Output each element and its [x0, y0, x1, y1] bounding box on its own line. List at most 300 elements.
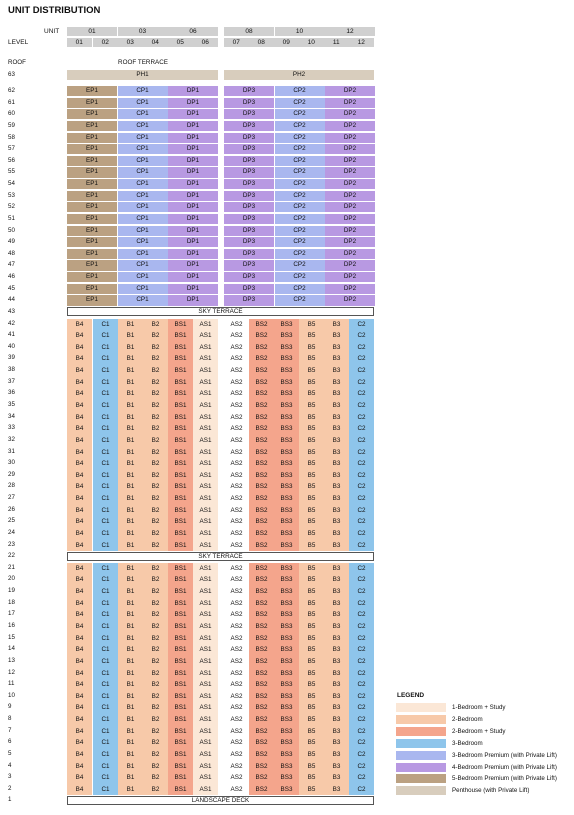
- unit-cell: BS2: [249, 470, 274, 482]
- unit-cell: CP1: [118, 260, 168, 270]
- unit-cell: DP1: [168, 284, 218, 294]
- level-label: 48: [8, 249, 15, 257]
- unit-cell: BS3: [274, 540, 299, 552]
- unit-cell: DP3: [224, 295, 274, 305]
- unit-cell: BS3: [274, 493, 299, 505]
- unit-cell: B2: [143, 470, 168, 482]
- unit-cell: B5: [299, 633, 324, 645]
- unit-cell: BS1: [168, 749, 193, 761]
- unit-cell: DP3: [224, 121, 274, 131]
- unit-cell: C2: [349, 365, 374, 377]
- unit-cell: EP1: [67, 237, 117, 247]
- legend-label: Penthouse (with Private Lift): [452, 787, 530, 795]
- unit-cell: C1: [93, 458, 118, 470]
- unit-cell: BS2: [249, 388, 274, 400]
- unit-cell: C1: [93, 435, 118, 447]
- unit-cell: C1: [93, 342, 118, 354]
- unit-cell: BS3: [274, 423, 299, 435]
- unit-cell: B5: [299, 679, 324, 691]
- unit-cell: CP2: [275, 295, 325, 305]
- unit-cell: AS2: [224, 691, 249, 703]
- unit-cell: AS1: [193, 621, 218, 633]
- level-label: 1: [8, 796, 12, 804]
- unit-cell: AS2: [224, 586, 249, 598]
- unit-cell: DP1: [168, 191, 218, 201]
- level-label: 24: [8, 528, 15, 536]
- unit-cell: B5: [299, 505, 324, 517]
- level-label: 35: [8, 401, 15, 408]
- unit-cell: B1: [118, 400, 143, 412]
- unit-cell: DP1: [168, 133, 218, 143]
- unit-cell: CP1: [118, 144, 168, 154]
- unit-cell: BS3: [274, 330, 299, 342]
- unit-cell: B4: [67, 342, 92, 354]
- unit-cell: BS2: [249, 481, 274, 493]
- unit-cell: BS2: [249, 447, 274, 459]
- unit-cell: DP1: [168, 98, 218, 108]
- unit-cell: AS1: [193, 516, 218, 528]
- unit-cell: CP1: [118, 98, 168, 108]
- unit-cell: BS3: [274, 505, 299, 517]
- level-label: 10: [8, 691, 15, 699]
- unit-cell: BS1: [168, 528, 193, 540]
- unit-cell: B1: [118, 772, 143, 784]
- unit-cell: B2: [143, 726, 168, 738]
- level-label: 30: [8, 459, 15, 467]
- unit-cell: C2: [349, 563, 374, 575]
- level-label: 23: [8, 540, 15, 548]
- unit-cell: CP2: [275, 226, 325, 236]
- legend-label: 3-Bedroom Premium (with Private Lift): [452, 751, 557, 759]
- unit-cell: CP1: [118, 284, 168, 294]
- unit-cell: DP3: [224, 214, 274, 224]
- unit-cell: B1: [118, 447, 143, 459]
- unit-cell: CP2: [275, 109, 325, 119]
- unit-cell: B3: [324, 633, 349, 645]
- unit-cell: B2: [143, 330, 168, 342]
- level-label: 32: [8, 435, 15, 443]
- legend-label: 3-Bedroom: [452, 739, 483, 747]
- unit-cell: DP1: [168, 144, 218, 154]
- legend-swatch: [396, 727, 446, 736]
- unit-cell: BS2: [249, 400, 274, 412]
- header-stack-number: 11: [324, 38, 349, 47]
- level-label: 46: [8, 273, 15, 281]
- unit-cell: B3: [324, 586, 349, 598]
- unit-cell: AS2: [224, 481, 249, 493]
- unit-cell: B3: [324, 574, 349, 586]
- unit-cell: B2: [143, 435, 168, 447]
- unit-cell: C1: [93, 540, 118, 552]
- unit-cell: C1: [93, 586, 118, 598]
- unit-cell: B4: [67, 458, 92, 470]
- unit-cell: DP2: [325, 109, 375, 119]
- level-label: 58: [8, 133, 15, 141]
- unit-cell: B2: [143, 749, 168, 761]
- unit-cell: C1: [93, 609, 118, 621]
- unit-cell: AS1: [193, 668, 218, 680]
- unit-cell: B4: [67, 435, 92, 447]
- unit-cell: EP1: [67, 260, 117, 270]
- unit-cell: C2: [349, 784, 374, 796]
- unit-cell: B4: [67, 516, 92, 528]
- unit-cell: B3: [324, 761, 349, 773]
- unit-cell: DP1: [168, 202, 218, 212]
- unit-cell: B1: [118, 388, 143, 400]
- unit-cell: B4: [67, 714, 92, 726]
- unit-cell: B1: [118, 540, 143, 552]
- unit-cell: BS3: [274, 470, 299, 482]
- unit-cell: DP1: [168, 167, 218, 177]
- unit-cell: B1: [118, 598, 143, 610]
- unit-cell: C2: [349, 423, 374, 435]
- unit-cell: BS1: [168, 772, 193, 784]
- unit-cell: AS2: [224, 563, 249, 575]
- unit-cell: AS1: [193, 737, 218, 749]
- unit-cell: B5: [299, 563, 324, 575]
- unit-cell: C2: [349, 668, 374, 680]
- unit-cell: C1: [93, 330, 118, 342]
- unit-cell: B2: [143, 574, 168, 586]
- unit-cell: BS2: [249, 319, 274, 331]
- unit-cell: BS1: [168, 540, 193, 552]
- unit-cell: B2: [143, 784, 168, 796]
- unit-cell: DP2: [325, 284, 375, 294]
- unit-cell: B5: [299, 412, 324, 424]
- sky-terrace-band: SKY TERRACE: [67, 307, 374, 316]
- header-stack-number: 01: [67, 38, 92, 47]
- level-label: 61: [8, 98, 15, 106]
- level-label: 39: [8, 354, 15, 362]
- unit-cell: B1: [118, 679, 143, 691]
- unit-cell: B1: [118, 505, 143, 517]
- unit-cell: C2: [349, 598, 374, 610]
- level-label: 2: [8, 784, 12, 792]
- unit-cell: CP1: [118, 214, 168, 224]
- unit-cell: B1: [118, 470, 143, 482]
- unit-cell: CP2: [275, 86, 325, 96]
- header-unit-number: 06: [168, 27, 218, 36]
- unit-cell: EP1: [67, 202, 117, 212]
- unit-cell: B5: [299, 726, 324, 738]
- unit-cell: BS2: [249, 598, 274, 610]
- header-stack-number: 04: [143, 38, 168, 47]
- unit-cell: C1: [93, 749, 118, 761]
- unit-cell: CP2: [275, 167, 325, 177]
- unit-cell: DP2: [325, 272, 375, 282]
- unit-cell: B3: [324, 609, 349, 621]
- unit-cell: B4: [67, 598, 92, 610]
- unit-cell: AS1: [193, 726, 218, 738]
- level-label: 52: [8, 203, 15, 211]
- unit-cell: AS1: [193, 423, 218, 435]
- unit-cell: CP1: [118, 226, 168, 236]
- unit-cell: B2: [143, 353, 168, 365]
- level-label: 12: [8, 668, 15, 676]
- unit-cell: BS1: [168, 726, 193, 738]
- unit-cell: B2: [143, 377, 168, 389]
- unit-cell: DP2: [325, 121, 375, 131]
- unit-cell: EP1: [67, 167, 117, 177]
- unit-cell: C1: [93, 644, 118, 656]
- level-label: ROOF: [8, 59, 26, 66]
- unit-cell: B5: [299, 761, 324, 773]
- unit-cell: BS1: [168, 435, 193, 447]
- unit-cell: BS2: [249, 493, 274, 505]
- unit-cell: BS3: [274, 319, 299, 331]
- unit-cell: BS1: [168, 574, 193, 586]
- unit-cell: DP2: [325, 226, 375, 236]
- unit-cell: B2: [143, 365, 168, 377]
- unit-cell: B3: [324, 342, 349, 354]
- legend-swatch: [396, 751, 446, 760]
- unit-cell: DP1: [168, 121, 218, 131]
- level-label: 54: [8, 180, 15, 188]
- unit-cell: DP2: [325, 156, 375, 166]
- unit-cell: B4: [67, 586, 92, 598]
- unit-cell: B1: [118, 633, 143, 645]
- unit-cell: BS2: [249, 679, 274, 691]
- unit-cell: BS1: [168, 342, 193, 354]
- unit-cell: B1: [118, 586, 143, 598]
- unit-cell: BS3: [274, 679, 299, 691]
- unit-cell: B4: [67, 365, 92, 377]
- legend-label: 4-Bedroom Premium (with Private Lift): [452, 763, 557, 771]
- unit-cell: AS1: [193, 714, 218, 726]
- unit-cell: B3: [324, 319, 349, 331]
- unit-cell: BS2: [249, 772, 274, 784]
- unit-cell: EP1: [67, 156, 117, 166]
- unit-cell: B5: [299, 749, 324, 761]
- unit-cell: B2: [143, 586, 168, 598]
- unit-cell: B3: [324, 400, 349, 412]
- unit-cell: AS1: [193, 784, 218, 796]
- unit-cell: B5: [299, 528, 324, 540]
- unit-cell: C2: [349, 330, 374, 342]
- unit-cell: AS1: [193, 574, 218, 586]
- unit-cell: AS1: [193, 412, 218, 424]
- unit-cell: C2: [349, 633, 374, 645]
- unit-cell: B4: [67, 656, 92, 668]
- unit-cell: BS2: [249, 691, 274, 703]
- unit-cell: C2: [349, 435, 374, 447]
- unit-cell: B2: [143, 598, 168, 610]
- unit-cell: DP3: [224, 156, 274, 166]
- unit-cell: C1: [93, 691, 118, 703]
- unit-cell: B1: [118, 668, 143, 680]
- unit-cell: B4: [67, 772, 92, 784]
- unit-cell: B4: [67, 493, 92, 505]
- unit-cell: B2: [143, 388, 168, 400]
- unit-cell: C1: [93, 353, 118, 365]
- unit-cell: B5: [299, 319, 324, 331]
- unit-cell: B1: [118, 737, 143, 749]
- unit-cell: CP2: [275, 272, 325, 282]
- unit-cell: AS1: [193, 644, 218, 656]
- unit-cell: BS2: [249, 702, 274, 714]
- unit-cell: B3: [324, 772, 349, 784]
- level-label: 43: [8, 307, 15, 315]
- unit-cell: BS1: [168, 458, 193, 470]
- unit-cell: DP3: [224, 109, 274, 119]
- unit-cell: BS3: [274, 772, 299, 784]
- unit-cell: BS2: [249, 784, 274, 796]
- unit-cell: CP1: [118, 121, 168, 131]
- unit-cell: B2: [143, 458, 168, 470]
- unit-cell: DP3: [224, 202, 274, 212]
- unit-cell: B5: [299, 516, 324, 528]
- unit-cell: B1: [118, 749, 143, 761]
- unit-cell: BS1: [168, 377, 193, 389]
- unit-cell: B4: [67, 691, 92, 703]
- unit-cell: CP1: [118, 167, 168, 177]
- unit-cell: AS1: [193, 656, 218, 668]
- unit-cell: B1: [118, 784, 143, 796]
- level-label: 55: [8, 168, 15, 176]
- unit-cell: BS2: [249, 365, 274, 377]
- level-label: 11: [8, 680, 15, 688]
- unit-cell: BS1: [168, 656, 193, 668]
- unit-cell: DP2: [325, 179, 375, 189]
- unit-cell: B1: [118, 353, 143, 365]
- unit-cell: CP2: [275, 144, 325, 154]
- unit-cell: C2: [349, 353, 374, 365]
- level-label: 36: [8, 389, 15, 397]
- unit-cell: C2: [349, 342, 374, 354]
- unit-cell: B2: [143, 702, 168, 714]
- unit-cell: CP1: [118, 109, 168, 119]
- unit-cell: AS1: [193, 447, 218, 459]
- unit-cell: AS2: [224, 528, 249, 540]
- unit-cell: B2: [143, 505, 168, 517]
- level-label: 59: [8, 121, 15, 129]
- sky-terrace-band: SKY TERRACE: [67, 552, 374, 561]
- header-stack-number: 08: [249, 38, 274, 47]
- unit-cell: AS2: [224, 470, 249, 482]
- unit-cell: BS3: [274, 353, 299, 365]
- header-unit-number: 01: [67, 27, 117, 36]
- unit-cell: AS2: [224, 353, 249, 365]
- unit-cell: B2: [143, 412, 168, 424]
- unit-cell: B4: [67, 749, 92, 761]
- legend-swatch: [396, 739, 446, 748]
- unit-cell: AS2: [224, 656, 249, 668]
- unit-cell: DP2: [325, 98, 375, 108]
- level-label: 40: [8, 342, 15, 350]
- level-label: 56: [8, 156, 15, 164]
- unit-cell: BS1: [168, 784, 193, 796]
- unit-cell: DP3: [224, 249, 274, 259]
- unit-cell: BS1: [168, 330, 193, 342]
- level-label: 50: [8, 226, 15, 234]
- unit-cell: C1: [93, 772, 118, 784]
- unit-cell: AS1: [193, 481, 218, 493]
- level-label: 57: [8, 145, 15, 153]
- unit-cell: B4: [67, 668, 92, 680]
- unit-cell: BS3: [274, 656, 299, 668]
- unit-cell: C2: [349, 737, 374, 749]
- level-header-label: LEVEL: [8, 39, 29, 46]
- unit-cell: EP1: [67, 214, 117, 224]
- unit-cell: BS3: [274, 633, 299, 645]
- unit-cell: C1: [93, 784, 118, 796]
- unit-cell: B2: [143, 772, 168, 784]
- unit-cell: B4: [67, 447, 92, 459]
- unit-cell: C2: [349, 726, 374, 738]
- unit-cell: C1: [93, 528, 118, 540]
- unit-cell: B2: [143, 493, 168, 505]
- header-stack-number: 05: [168, 38, 193, 47]
- unit-cell: B3: [324, 435, 349, 447]
- unit-cell: B2: [143, 342, 168, 354]
- unit-cell: BS1: [168, 691, 193, 703]
- unit-cell: B1: [118, 761, 143, 773]
- unit-cell: B2: [143, 481, 168, 493]
- legend-label: 2-Bedroom + Study: [452, 727, 506, 735]
- unit-cell: DP2: [325, 133, 375, 143]
- unit-cell: BS2: [249, 435, 274, 447]
- unit-cell: CP1: [118, 249, 168, 259]
- unit-cell: C2: [349, 470, 374, 482]
- unit-cell: B3: [324, 353, 349, 365]
- unit-cell: BS3: [274, 586, 299, 598]
- unit-cell: AS2: [224, 435, 249, 447]
- unit-cell: CP1: [118, 86, 168, 96]
- unit-cell: BS2: [249, 726, 274, 738]
- level-label: 34: [8, 412, 15, 420]
- level-label: 9: [8, 703, 12, 711]
- unit-cell: B1: [118, 377, 143, 389]
- unit-cell: DP2: [325, 214, 375, 224]
- unit-cell: BS1: [168, 516, 193, 528]
- unit-cell: B5: [299, 668, 324, 680]
- unit-cell: B5: [299, 365, 324, 377]
- unit-cell: BS3: [274, 516, 299, 528]
- unit-cell: AS2: [224, 621, 249, 633]
- unit-cell: C2: [349, 319, 374, 331]
- unit-cell: AS1: [193, 319, 218, 331]
- unit-cell: B4: [67, 702, 92, 714]
- unit-cell: B3: [324, 598, 349, 610]
- unit-cell: AS2: [224, 365, 249, 377]
- unit-cell: AS2: [224, 668, 249, 680]
- unit-cell: AS2: [224, 633, 249, 645]
- unit-cell: B3: [324, 481, 349, 493]
- unit-cell: BS1: [168, 493, 193, 505]
- unit-cell: BS1: [168, 586, 193, 598]
- unit-cell: AS2: [224, 726, 249, 738]
- unit-cell: DP1: [168, 260, 218, 270]
- unit-cell: B5: [299, 481, 324, 493]
- unit-cell: AS1: [193, 330, 218, 342]
- unit-cell: CP2: [275, 156, 325, 166]
- unit-cell: BS3: [274, 691, 299, 703]
- unit-cell: AS2: [224, 330, 249, 342]
- unit-cell: EP1: [67, 86, 117, 96]
- unit-cell: BS3: [274, 737, 299, 749]
- unit-cell: B3: [324, 505, 349, 517]
- unit-cell: BS1: [168, 621, 193, 633]
- level-label: 53: [8, 191, 15, 199]
- level-label: 4: [8, 761, 12, 769]
- unit-cell: AS1: [193, 702, 218, 714]
- unit-cell: C1: [93, 319, 118, 331]
- unit-cell: CP2: [275, 249, 325, 259]
- level-label: 19: [8, 587, 15, 595]
- unit-cell: C1: [93, 481, 118, 493]
- unit-cell: B3: [324, 528, 349, 540]
- unit-cell: AS1: [193, 609, 218, 621]
